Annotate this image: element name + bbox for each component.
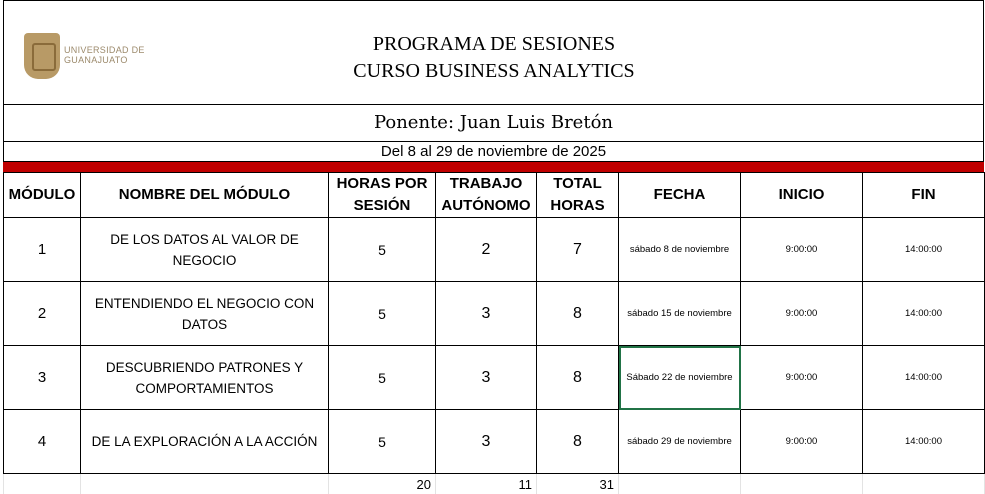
selected-date-cell[interactable]: Sábado 22 de noviembre: [619, 346, 741, 410]
start-time-cell[interactable]: 9:00:00: [741, 218, 863, 282]
autonomous-work-cell[interactable]: 3: [436, 346, 537, 410]
total-hours-cell[interactable]: 7: [537, 218, 619, 282]
column-header[interactable]: TRABAJO AUTÓNOMO: [436, 173, 537, 218]
university-logo: [24, 31, 184, 83]
module-name-cell[interactable]: DESCUBRIENDO PATRONES Y COMPORTAMIENTOS: [81, 346, 329, 410]
column-header[interactable]: NOMBRE DEL MÓDULO: [81, 173, 329, 218]
start-time-cell[interactable]: 9:00:00: [741, 282, 863, 346]
autonomous-work-cell[interactable]: 2: [436, 218, 537, 282]
ponente-cell[interactable]: Ponente: Juan Luis Bretón: [3, 104, 984, 142]
table-row: [4, 218, 985, 282]
university-seal-icon: [24, 33, 60, 79]
hours-per-session-cell[interactable]: 5: [329, 282, 436, 346]
spreadsheet-sheet: [3, 0, 984, 494]
title-line-1: PROGRAMA DE SESIONES: [372, 33, 616, 55]
table-header-row: [4, 173, 985, 218]
total-hours-per-session-cell[interactable]: 20: [329, 474, 436, 494]
empty-cell[interactable]: [4, 474, 81, 494]
module-number-cell[interactable]: 3: [4, 346, 81, 410]
table-row: [4, 282, 985, 346]
empty-cell[interactable]: [81, 474, 329, 494]
module-number-cell[interactable]: 4: [4, 410, 81, 474]
module-name-cell[interactable]: DE LA EXPLORACIÓN A LA ACCIÓN: [81, 410, 329, 474]
column-header[interactable]: INICIO: [741, 173, 863, 218]
sessions-table: [3, 172, 985, 494]
total-hours-cell[interactable]: 8: [537, 410, 619, 474]
totals-row: [4, 474, 985, 494]
header-block: [3, 0, 984, 104]
column-header[interactable]: TOTAL HORAS: [537, 173, 619, 218]
end-time-cell[interactable]: 14:00:00: [863, 218, 985, 282]
end-time-cell[interactable]: 14:00:00: [863, 282, 985, 346]
empty-cell[interactable]: [619, 474, 741, 494]
end-time-cell[interactable]: 14:00:00: [863, 346, 985, 410]
page-title: [184, 31, 804, 85]
module-number-cell[interactable]: 1: [4, 218, 81, 282]
title-line-2: CURSO BUSINESS ANALYTICS: [353, 60, 635, 82]
date-cell[interactable]: sábado 8 de noviembre: [619, 218, 741, 282]
module-name-cell[interactable]: DE LOS DATOS AL VALOR DE NEGOCIO: [81, 218, 329, 282]
column-header[interactable]: MÓDULO: [4, 173, 81, 218]
table-row: [4, 410, 985, 474]
column-header[interactable]: FIN: [863, 173, 985, 218]
start-time-cell[interactable]: 9:00:00: [741, 346, 863, 410]
hours-per-session-cell[interactable]: 5: [329, 218, 436, 282]
autonomous-work-cell[interactable]: 3: [436, 282, 537, 346]
module-name-cell[interactable]: ENTENDIENDO EL NEGOCIO CON DATOS: [81, 282, 329, 346]
date-cell[interactable]: sábado 29 de noviembre: [619, 410, 741, 474]
empty-cell[interactable]: [741, 474, 863, 494]
column-header[interactable]: FECHA: [619, 173, 741, 218]
total-hours-cell[interactable]: 8: [537, 346, 619, 410]
total-hours-cell[interactable]: 8: [537, 282, 619, 346]
date-range-cell[interactable]: Del 8 al 29 de noviembre de 2025: [3, 142, 984, 162]
date-cell[interactable]: sábado 15 de noviembre: [619, 282, 741, 346]
start-time-cell[interactable]: 9:00:00: [741, 410, 863, 474]
table-row: [4, 346, 985, 410]
hours-per-session-cell[interactable]: 5: [329, 410, 436, 474]
module-number-cell[interactable]: 2: [4, 282, 81, 346]
hours-per-session-cell[interactable]: 5: [329, 346, 436, 410]
empty-cell[interactable]: [863, 474, 985, 494]
end-time-cell[interactable]: 14:00:00: [863, 410, 985, 474]
grand-total-cell[interactable]: 31: [537, 474, 619, 494]
autonomous-work-cell[interactable]: 3: [436, 410, 537, 474]
logo-text: UNIVERSIDAD DE GUANAJUATO: [64, 45, 145, 65]
column-header[interactable]: HORAS POR SESIÓN: [329, 173, 436, 218]
total-autonomous-cell[interactable]: 11: [436, 474, 537, 494]
